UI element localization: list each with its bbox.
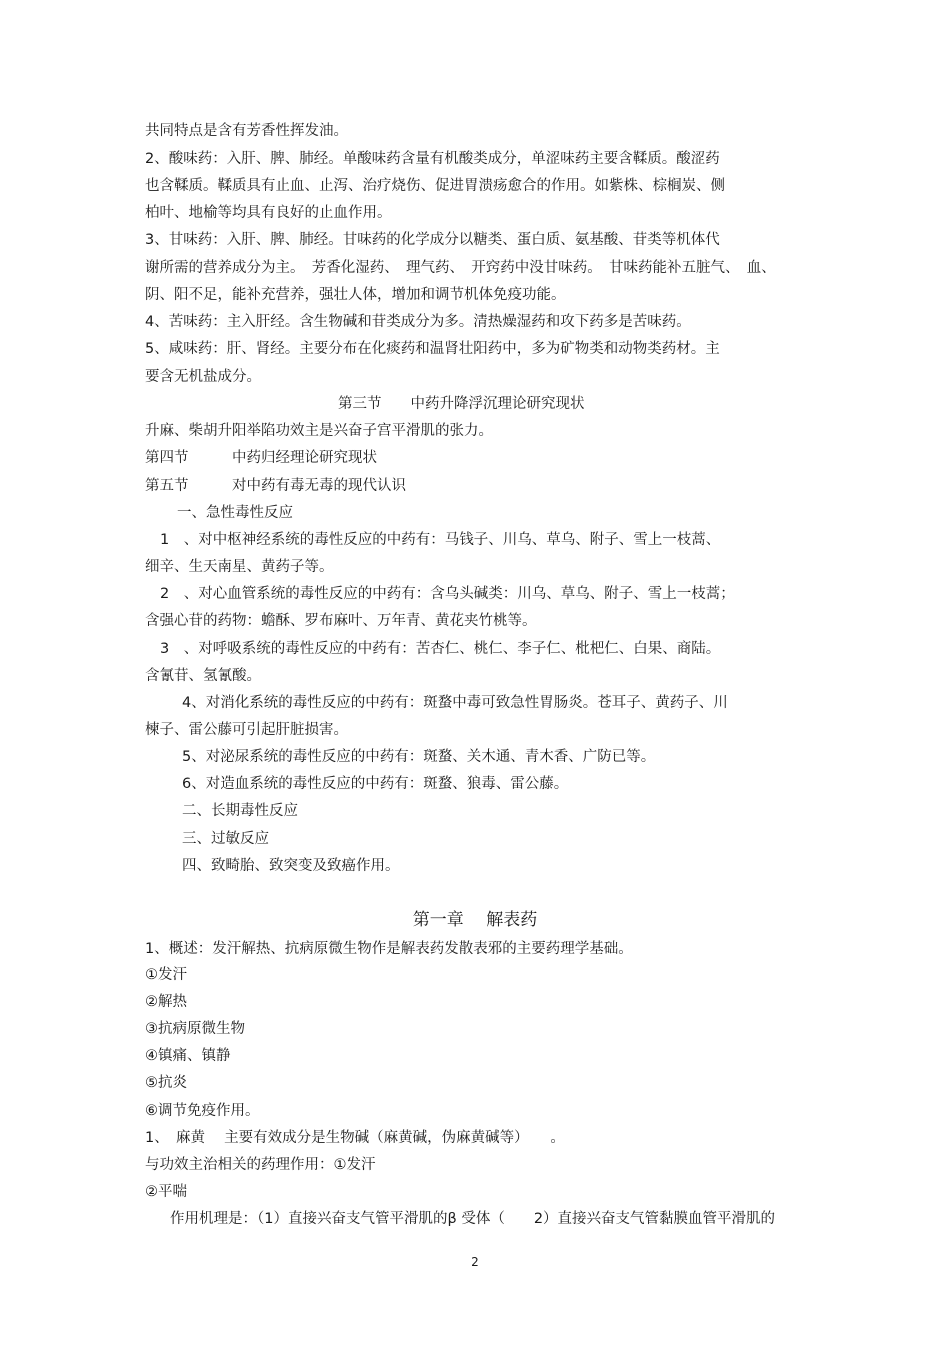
text-line: 含强心苷的药物：蟾酥、罗布麻叶、万年青、黄花夹竹桃等。 xyxy=(145,613,537,629)
text-line: 1、概述：发汗解热、抗病原微生物作是解表药发散表邪的主要药理学基础。 xyxy=(145,941,633,957)
text-line: 共同特点是含有芳香性挥发油。 xyxy=(145,123,348,139)
section-heading: 第四节 中药归经理论研究现状 xyxy=(145,450,377,466)
list-item: 1 、对中枢神经系统的毒性反应的中药有：马钱子、川乌、草乌、附子、雪上一枝蒿、 xyxy=(160,532,721,548)
text-line: 与功效主治相关的药理作用：①发汗 xyxy=(145,1157,376,1173)
text-line: 也含鞣质。鞣质具有止血、止泻、治疗烧伤、促进胃溃疡愈合的作用。如紫株、棕榈炭、侧 xyxy=(145,178,725,194)
list-item: 5、对泌尿系统的毒性反应的中药有：斑蝥、关木通、青木香、广防已等。 xyxy=(182,749,656,765)
list-item: ②解热 xyxy=(145,994,187,1010)
subsection-heading: 四、致畸胎、致突变及致癌作用。 xyxy=(182,858,400,874)
list-item: 6、对造血系统的毒性反应的中药有：斑蝥、狼毒、雷公藤。 xyxy=(182,776,569,792)
text-line: 4、苦味药：主入肝经。含生物碱和苷类成分为多。清热燥湿药和攻下药多是苦味药。 xyxy=(145,314,691,330)
list-item: 4、对消化系统的毒性反应的中药有：斑蝥中毒可致急性胃肠炎。苍耳子、黄药子、川 xyxy=(182,695,728,711)
section-heading: 第三节 中药升降浮沉理论研究现状 xyxy=(338,396,585,412)
subsection-heading: 三、过敏反应 xyxy=(182,831,269,847)
text-line: 作用机理是：（1）直接兴奋支气管平滑肌的β 受体（ 2）直接兴奋支气管黏膜血管平滑肌的 xyxy=(170,1211,776,1227)
section-heading: 第五节 对中药有毒无毒的现代认识 xyxy=(145,478,406,494)
text-line: 含氰苷、氢氰酸。 xyxy=(145,668,261,684)
text-line: 楝子、雷公藤可引起肝脏损害。 xyxy=(145,722,348,738)
text-line: 细辛、生天南星、黄药子等。 xyxy=(145,559,334,575)
subsection-heading: 二、长期毒性反应 xyxy=(182,803,298,819)
text-line: 1、 麻黄 主要有效成分是生物碱（麻黄碱，伪麻黄碱等） 。 xyxy=(145,1130,565,1146)
page-number: 2 xyxy=(471,1255,479,1269)
text-line: 3、甘味药：入肝、脾、肺经。甘味药的化学成分以糖类、蛋白质、氨基酸、苷类等机体代 xyxy=(145,232,720,248)
text-line: 谢所需的营养成分为主。 芳香化湿药、 理气药、 开窍药中没甘味药。 甘味药能补五脏气、 血、 xyxy=(145,260,776,276)
list-item: 3 、对呼吸系统的毒性反应的中药有：苦杏仁、桃仁、李子仁、枇杷仁、白果、商陆。 xyxy=(160,641,721,657)
text-line: 要含无机盐成分。 xyxy=(145,369,261,385)
text-line: 柏叶、地榆等均具有良好的止血作用。 xyxy=(145,205,392,221)
subsection-heading: 一、急性毒性反应 xyxy=(177,505,293,521)
text-line: 升麻、柴胡升阳举陷功效主是兴奋子宫平滑肌的张力。 xyxy=(145,423,493,439)
chapter-title: 第一章 解表药 xyxy=(412,910,538,930)
text-line: 5、咸味药：肝、肾经。主要分布在化痰药和温肾壮阳药中，多为矿物类和动物类药材。主 xyxy=(145,341,720,357)
text-line: 阴、阳不足，能补充营养，强壮人体，增加和调节机体免疫功能。 xyxy=(145,287,566,303)
list-item: ③抗病原微生物 xyxy=(145,1021,245,1037)
list-item: ②平喘 xyxy=(145,1184,187,1200)
list-item: ⑥调节免疫作用。 xyxy=(145,1103,260,1119)
list-item: 2 、对心血管系统的毒性反应的中药有：含乌头碱类：川乌、草乌、附子、雪上一枝蒿； xyxy=(160,586,735,602)
list-item: ④镇痛、镇静 xyxy=(145,1048,231,1064)
list-item: ①发汗 xyxy=(145,967,187,983)
text-line: 2、酸味药：入肝、脾、肺经。单酸味药含量有机酸类成分，单涩味药主要含鞣质。酸涩药 xyxy=(145,151,720,167)
list-item: ⑤抗炎 xyxy=(145,1075,187,1091)
